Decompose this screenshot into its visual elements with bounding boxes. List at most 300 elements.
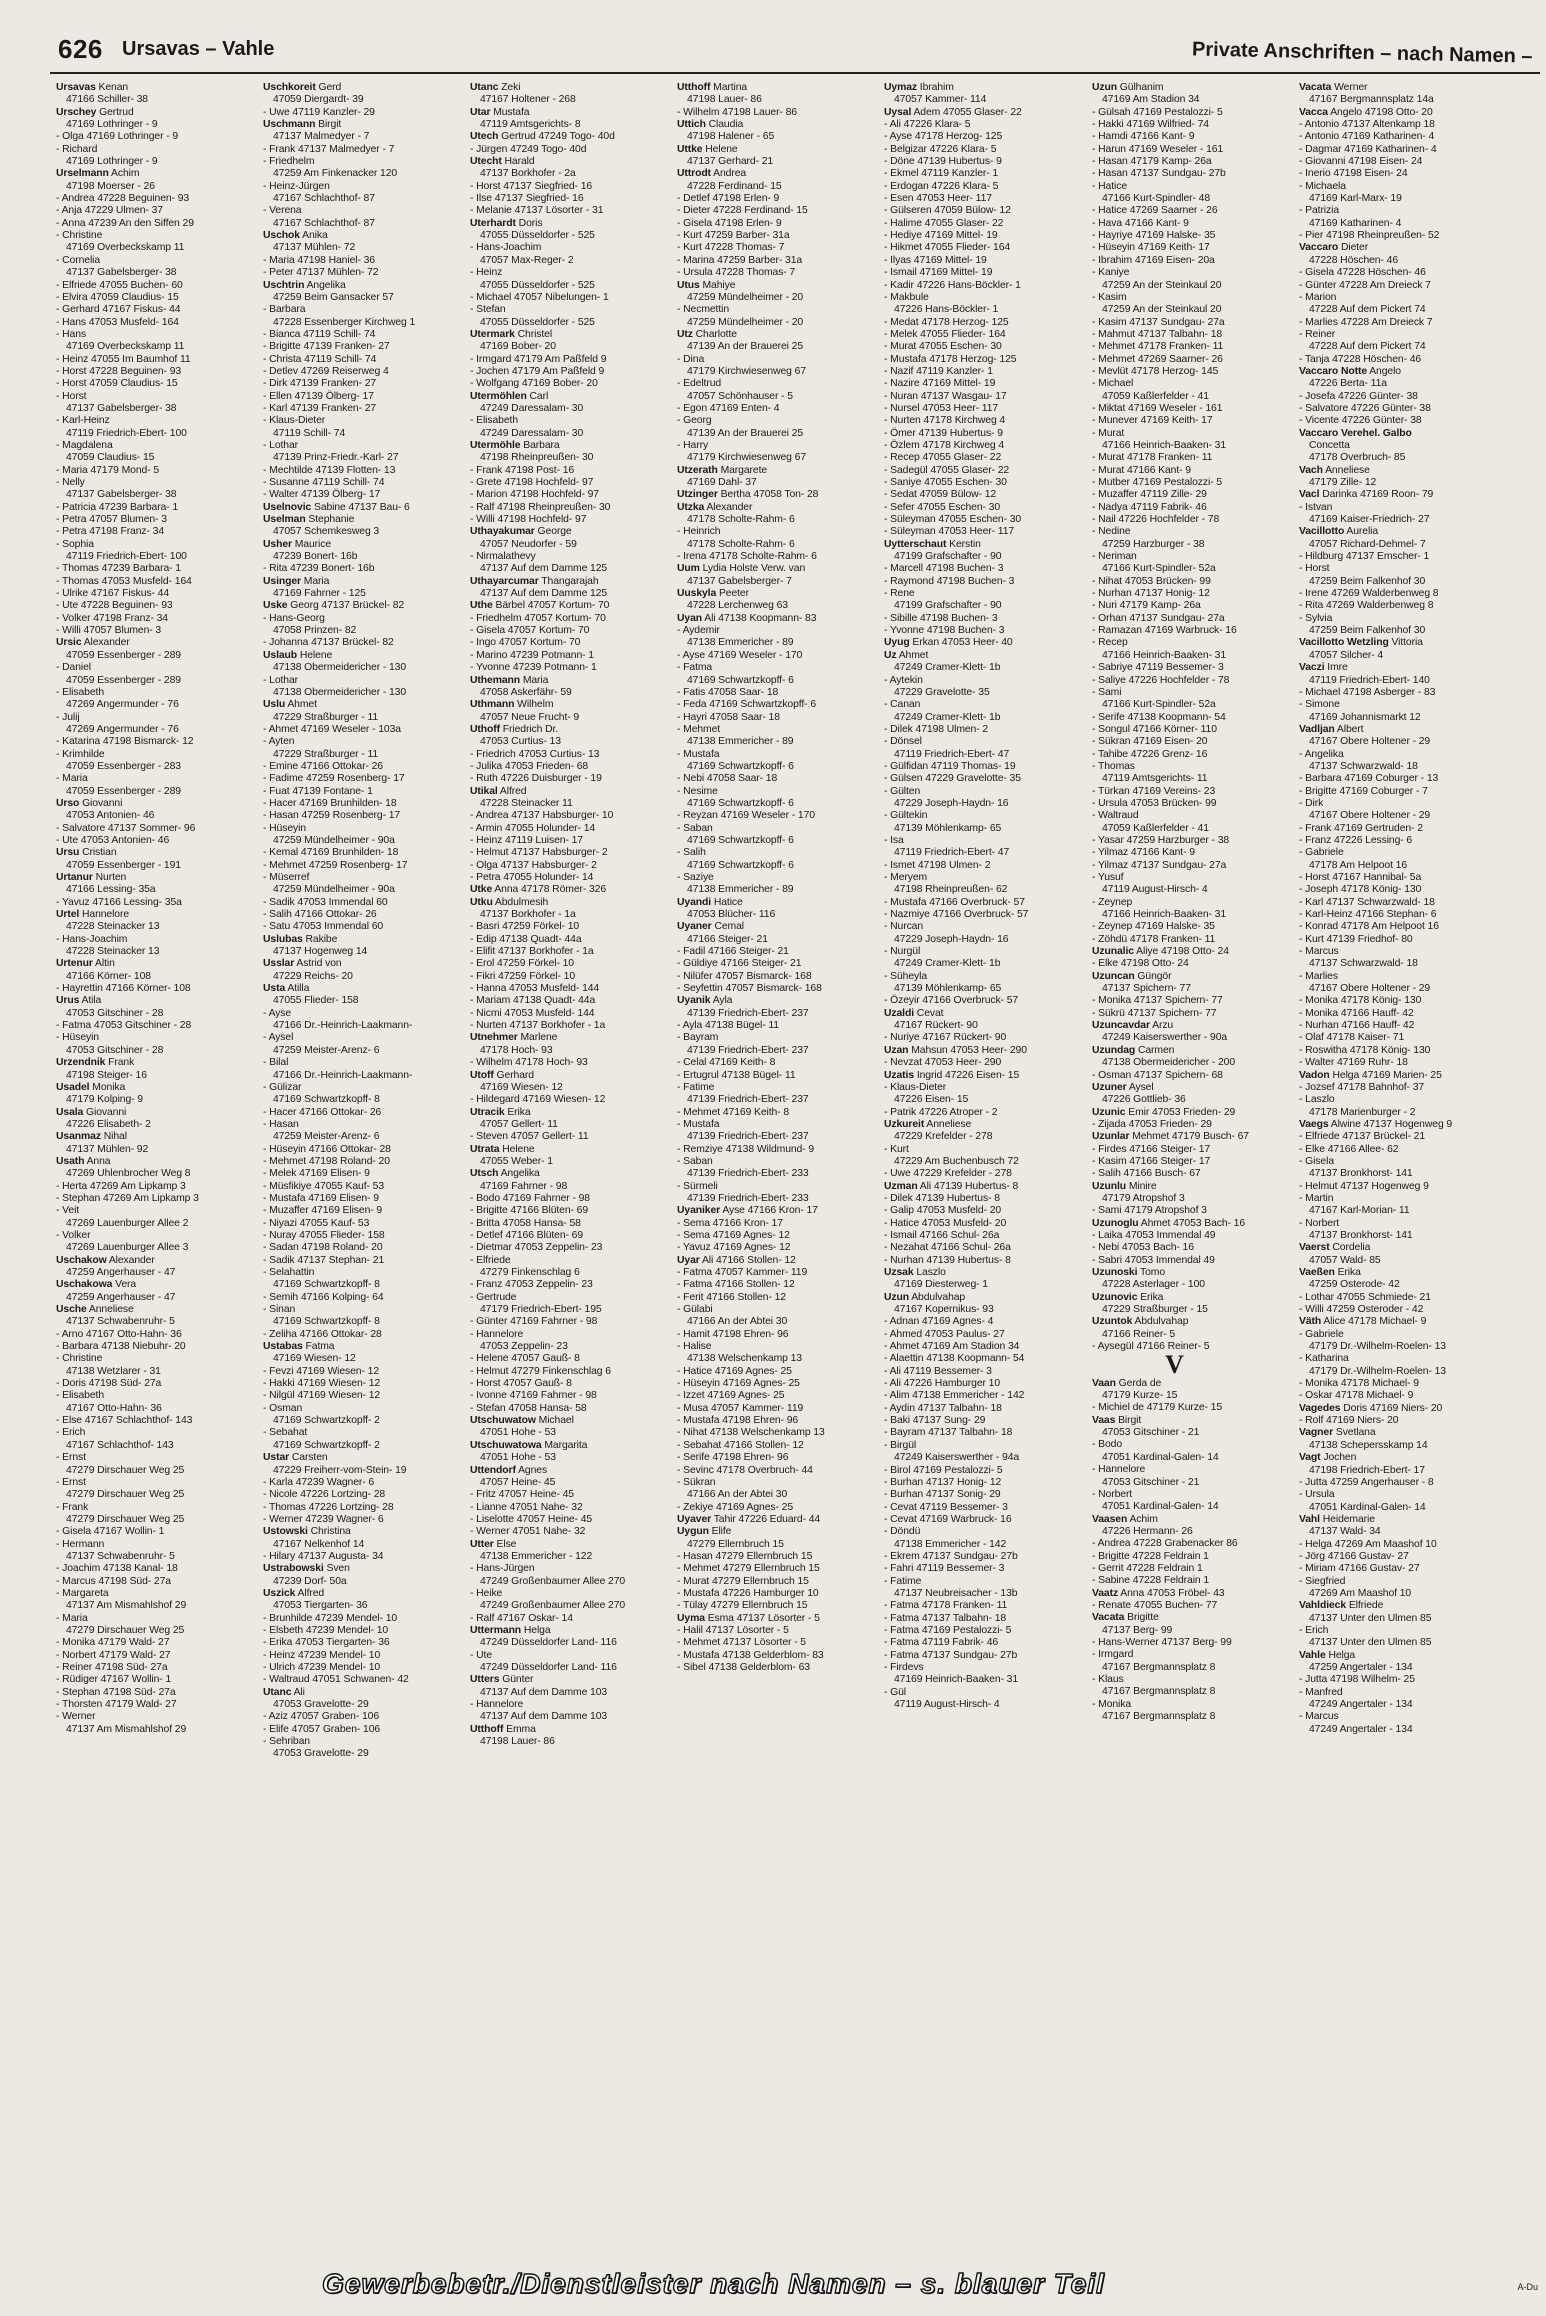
listing-entry: - Gisela	[1299, 1155, 1334, 1167]
address-line: 47137 Auf dem Damme 125	[480, 563, 608, 575]
listing-entry: - Hans-Jürgen	[470, 1563, 535, 1575]
address-line: 47058 Askerfähr- 59	[480, 686, 572, 698]
surname: Vaegs	[1299, 1118, 1329, 1130]
listing-entry: - Herta 47269 Am Lipkamp 3	[56, 1180, 186, 1192]
listing-entry: - Irmgard	[1092, 1649, 1134, 1661]
surname: Vahle	[1299, 1649, 1326, 1661]
listing-entry: - Katarina 47198 Bismarck- 12	[56, 736, 194, 748]
given-name: Ali 47139 Hubertus- 8	[919, 1180, 1019, 1192]
address-line: 47228 Asterlager - 100	[1102, 1279, 1205, 1291]
listing-entry: - Karl-Heinz	[56, 415, 110, 427]
given-name: Gerda de	[1118, 1377, 1162, 1389]
listing-entry: - Yvonne 47239 Potmann- 1	[470, 662, 597, 674]
given-name: Achim	[111, 168, 140, 180]
address-line: 47269 Angermunder - 76	[66, 723, 179, 735]
listing-entry: - Zijada 47053 Frieden- 29	[1092, 1118, 1212, 1130]
address-line: 47137 Schwabenruhr- 5	[66, 1550, 175, 1562]
surname-entry	[884, 637, 1049, 649]
listing-entry: - Willi 47057 Blumen- 3	[56, 625, 162, 637]
address-line: 47119 Schill- 74	[273, 427, 346, 439]
surname-entry	[470, 131, 635, 143]
given-name: Margarete	[720, 464, 768, 476]
listing-entry: - Horst 47228 Beguinen- 93	[56, 365, 182, 377]
surname: Vaasen	[1092, 1513, 1128, 1525]
listing-entry: - Petra 47057 Blumen- 3	[56, 514, 167, 526]
surname-entry	[677, 1205, 842, 1217]
surname: Uzaldi	[884, 1007, 914, 1019]
listing-entry: - Yilmaz 47137 Sundgau- 27a	[1092, 859, 1227, 871]
surname-entry	[677, 1514, 842, 1526]
listing-entry: - Petra 47055 Holunder- 14	[470, 872, 594, 883]
surname-entry	[1299, 637, 1464, 649]
address-line: 47137 Schwabenruhr- 5	[66, 1316, 175, 1328]
listing-entry: - Nicmi 47053 Musfeld- 144	[470, 1007, 595, 1019]
listing-entry: - Murat	[1092, 427, 1125, 439]
surname: Vaccaro	[1299, 242, 1339, 254]
surname: Uyma	[677, 1612, 705, 1624]
given-name: Alexander	[108, 1254, 155, 1266]
listing-entry: - Klaus	[1092, 1674, 1124, 1685]
surname-entry	[470, 786, 635, 798]
listing-entry: - Laszlo	[1299, 1094, 1335, 1106]
address-line: 47166 Dr.-Heinrich-Laakmann-	[273, 1069, 413, 1081]
listing-entry: - Reyzan 47169 Weseler - 170	[677, 810, 815, 822]
surname-entry	[263, 1563, 428, 1575]
page-number: 626	[58, 34, 103, 64]
listing-entry: - Hayriye 47169 Halske- 35	[1092, 230, 1216, 242]
listing-entry: - Ruth 47226 Duisburger - 19	[470, 773, 602, 785]
listing-entry: - Sebahat 47166 Stollen- 12	[677, 1439, 804, 1451]
surname-entry	[1299, 242, 1464, 254]
surname: Utsch	[470, 1168, 499, 1180]
surname-entry	[263, 230, 428, 242]
listing-entry: - Thomas 47226 Lortzing- 28	[263, 1501, 394, 1513]
address-line: 47167 Obere Holtener - 29	[1309, 983, 1431, 995]
listing-entry: - Helmut 47279 Finkenschlag 6	[470, 1365, 611, 1377]
listing-entry: - Hüseyin 47169 Agnes- 25	[677, 1378, 800, 1390]
listing-entry: - Nazif 47119 Kanzler- 1	[884, 365, 993, 377]
surname: Usanmaz	[56, 1131, 101, 1143]
given-name: Margarita	[544, 1439, 588, 1451]
listing-entry: - Erich	[56, 1427, 86, 1439]
surname-entry	[56, 1107, 221, 1119]
address-line: 47138 Emmericher - 142	[894, 1538, 1007, 1550]
surname: Uyar	[677, 1254, 700, 1266]
surname: Uyandi	[677, 896, 712, 908]
listing-entry: - Mutber 47169 Pestalozzi- 5	[1092, 477, 1223, 488]
given-name: Ali 47138 Koopmann- 83	[704, 612, 817, 624]
listing-entry: - Gülsen 47229 Gravelotte- 35	[884, 773, 1021, 785]
address-line: 47169 Lothringer - 9	[66, 156, 158, 168]
surname: Uytterschaut	[884, 538, 947, 550]
listing-entry: - Jochen 47179 Am Paßfeld 9	[470, 365, 605, 377]
listing-entry: - Hacer 47166 Ottokar- 26	[263, 1106, 382, 1118]
page-header	[0, 0, 1546, 68]
given-name: Jochen	[1323, 1452, 1357, 1464]
surname: Uzundag	[1092, 1044, 1136, 1056]
listing-entry: - Fevzi 47169 Wiesen- 12	[263, 1365, 379, 1377]
surname-entry	[263, 502, 428, 514]
surname-entry	[1299, 1514, 1464, 1526]
listing-entry: - Mehmet 47169 Keith- 8	[677, 1106, 790, 1118]
listing-entry: - Marino 47239 Potmann- 1	[470, 649, 594, 661]
address-line: 47269 Angermunder - 76	[66, 699, 179, 711]
surname-entry	[677, 1613, 842, 1625]
surname-entry	[1299, 82, 1464, 94]
address-line: 47239 Dorf- 50a	[273, 1575, 347, 1587]
surname: Utnehmer	[470, 1032, 518, 1044]
surname: Utar	[470, 106, 491, 118]
surname-entry	[263, 600, 428, 612]
given-name: Else	[496, 1538, 517, 1550]
given-name: Darinka 47169 Roon- 79	[1322, 489, 1434, 501]
address-line: 47137 Malmedyer - 7	[273, 131, 370, 143]
surname: Uslaub	[263, 649, 298, 661]
listing-entry: - Ismail 47169 Mittel- 19	[884, 267, 993, 279]
listing-entry: - Hüseyin 47169 Keith- 17	[1092, 242, 1210, 254]
listing-entry: - Aysegül 47166 Reiner- 5	[1092, 1341, 1210, 1353]
listing-entry: - Ahmet 47169 Am Stadion 34	[884, 1341, 1020, 1353]
listing-entry: - Sema 47169 Agnes- 12	[677, 1229, 790, 1241]
surname-entry	[470, 1168, 635, 1180]
listing-entry: - Belgizar 47226 Klara- 5	[884, 143, 997, 155]
given-name: Hatice	[713, 896, 743, 908]
listing-entry: - Helene 47057 Gauß- 8	[470, 1353, 580, 1365]
listing-entry: - Salih 47166 Busch- 67	[1092, 1168, 1201, 1180]
surname-entry	[677, 489, 842, 501]
surname: Utermöhlen	[470, 390, 527, 402]
address-line: 47167 Schlachthof- 87	[273, 193, 375, 205]
directory-column	[884, 82, 1049, 2260]
listing-entry: - Günter 47228 Am Dreieck 7	[1299, 279, 1431, 291]
surname: Urzendnik	[56, 1057, 106, 1069]
surname: Uzunalic	[1092, 946, 1134, 958]
address-line: 47249 Kaiserswerther - 90a	[1102, 1032, 1228, 1044]
address-line: 47057 Heine- 45	[480, 1476, 556, 1488]
listing-entry: - Marcus	[1299, 946, 1339, 958]
listing-entry: - Hans-Werner 47137 Berg- 99	[1092, 1636, 1232, 1648]
listing-entry: - Kemal 47169 Brunhilden- 18	[263, 847, 399, 859]
surname: Vadljan	[1299, 723, 1335, 735]
listing-entry: - Monika 47178 König- 130	[1299, 995, 1422, 1007]
given-name: Barbara	[523, 439, 560, 451]
listing-entry: - Mustafa 47178 Herzog- 125	[884, 353, 1017, 365]
listing-entry: - Hannelore	[470, 1328, 524, 1340]
given-name: Hannelore	[81, 909, 130, 921]
given-name: Erika	[507, 1106, 531, 1118]
listing-entry: - Elsbeth 47239 Mendel- 10	[263, 1624, 389, 1636]
given-name: Alexander	[706, 501, 753, 513]
listing-entry: - Michael	[1092, 378, 1134, 390]
address-line: 47259 Angerhauser - 47	[66, 1267, 176, 1278]
listing-entry: - Mehmet 47269 Saarner- 26	[1092, 353, 1223, 365]
listing-entry: - Serife 47198 Ehren- 96	[677, 1452, 789, 1464]
listing-entry: - Michiel de 47179 Kurze- 15	[1092, 1402, 1223, 1414]
listing-entry: - Daniel	[56, 662, 92, 674]
footer-banner: Gewerbebetr./Dienstleister nach Namen – s. blauer Teil	[322, 2268, 1105, 2299]
address-line: 47169 Schwartzkopff- 8	[273, 1316, 380, 1328]
surname: Ursavas	[56, 82, 96, 93]
listing-entry: - Ivonne 47169 Fahrner - 98	[470, 1390, 597, 1402]
listing-entry: - Elisabeth	[56, 1390, 104, 1402]
address-line: 47138 Emmericher - 89	[687, 637, 794, 649]
listing-entry: - Salih 47166 Ottokar- 26	[263, 909, 377, 921]
surname: Urselmann	[56, 168, 109, 180]
listing-entry: - Mehmet 47137 Lösorter - 5	[677, 1637, 806, 1649]
listing-entry: - Ekmel 47119 Kanzler- 1	[884, 168, 999, 180]
address-line: 47169 Schwartzkopff- 6	[687, 674, 794, 686]
listing-entry: - Sefer 47055 Eschen- 30	[884, 501, 1001, 513]
surname: Uschakow	[56, 1254, 107, 1266]
given-name: Christel	[517, 328, 553, 340]
surname: Uzunoglu	[1092, 1217, 1139, 1229]
address-line: 47259 Harzburger - 38	[1102, 538, 1205, 550]
address-line: 47057 Schönhauser - 5	[687, 390, 793, 402]
address-line: 47199 Grafschafter - 90	[894, 600, 1002, 612]
surname: Utracik	[470, 1106, 505, 1118]
listing-entry: - Michael 47057 Nibelungen- 1	[470, 291, 609, 303]
given-name: Carmen	[1137, 1044, 1175, 1056]
address-line: 47051 Kardinal-Galen- 14	[1102, 1501, 1219, 1513]
listing-entry: - Nurhan 47139 Hubertus- 8	[884, 1254, 1011, 1266]
listing-entry: - Rolf 47169 Niers- 20	[1299, 1415, 1399, 1427]
given-name: Sabine 47137 Bau- 6	[313, 501, 410, 513]
listing-entry: - Norbert 47179 Wald- 27	[56, 1649, 171, 1661]
given-name: Ayse 47166 Kron- 17	[722, 1205, 818, 1217]
surname: Utschuwatow	[470, 1415, 536, 1427]
address-line: 47119 Friedrich-Ebert- 47	[894, 847, 1010, 859]
given-name: Cevat	[916, 1007, 944, 1019]
surname: Uyanik	[677, 995, 711, 1007]
address-line: 47259 Meister-Arenz- 6	[273, 1044, 380, 1056]
listing-entry: - Reiner 47198 Süd- 27a	[56, 1662, 168, 1673]
given-name: Ayla	[712, 995, 733, 1007]
address-line: 47139 Friedrich-Ebert- 233	[687, 1192, 809, 1204]
surname: Väth	[1299, 1316, 1322, 1328]
listing-entry: - Hans-Georg	[263, 612, 325, 624]
given-name: Anneliese	[1325, 464, 1370, 476]
address-line: 47119 Friedrich-Ebert- 47	[894, 748, 1010, 760]
address-line: 47249 Angertaler - 134	[1309, 1699, 1413, 1711]
address-line: 47198 Lauer- 86	[480, 1736, 555, 1748]
listing-entry: - Irmgard 47179 Am Paßfeld 9	[470, 353, 607, 365]
listing-entry: - Ayla 47138 Bügel- 11	[677, 1020, 779, 1032]
listing-entry: - Bayram	[677, 1032, 719, 1044]
listing-entry: - Burhan 47137 Sonig- 29	[884, 1489, 1001, 1501]
address-line: 47249 Großenbaumer Allee 270	[480, 1575, 626, 1587]
surname: Utzka	[677, 501, 705, 513]
given-name: Agnes	[518, 1464, 548, 1476]
listing-entry: - Egon 47169 Enten- 4	[677, 402, 780, 414]
surname-entry	[263, 119, 428, 131]
given-name: Ali 47166 Stollen- 12	[701, 1254, 796, 1266]
surname-entry	[470, 897, 635, 909]
surname-entry	[677, 1255, 842, 1267]
surname-entry	[56, 1057, 221, 1069]
listing-entry: - Karla 47239 Wagner- 6	[263, 1476, 375, 1488]
surname-entry	[1092, 1378, 1257, 1390]
address-line: 47226 Berta- 11a	[1309, 378, 1387, 390]
surname: Ursic	[56, 637, 82, 649]
given-name: Doris 47169 Niers- 20	[1343, 1402, 1443, 1414]
surname: Ustar	[263, 1452, 290, 1464]
address-line: 47137 Auf dem Damme 103	[480, 1686, 608, 1698]
address-line: 47259 Beim Falkenhof 30	[1309, 575, 1426, 587]
address-line: 47138 Emmericher - 89	[687, 884, 794, 896]
surname-entry	[263, 650, 428, 662]
address-line: 47169 Fahrner - 125	[273, 588, 366, 600]
surname: Uzatis	[884, 1069, 915, 1081]
listing-entry: - Ali 47226 Klara- 5	[884, 119, 971, 131]
address-line: 47229 Reichs- 20	[273, 970, 353, 982]
surname: Vaatz	[1092, 1587, 1119, 1599]
surname-entry	[56, 909, 221, 921]
surname-entry	[1092, 1612, 1257, 1624]
listing-entry: - Hayrettin 47166 Körner- 108	[56, 983, 191, 995]
listing-entry: - Lothar	[263, 674, 299, 686]
listing-entry: - Marion	[1299, 291, 1337, 303]
directory-column	[470, 82, 635, 2260]
listing-entry: - Salih	[677, 847, 706, 859]
listing-entry: - Marcus	[1299, 1711, 1339, 1723]
listing-entry: - Simone	[1299, 699, 1340, 711]
surname: Uthe	[470, 600, 493, 612]
listing-entry: - Antonio 47169 Katharinen- 4	[1299, 131, 1435, 143]
listing-entry: - Recep	[1092, 637, 1128, 649]
listing-entry: - Yavuz 47166 Lessing- 35a	[56, 896, 182, 908]
surname: Utke	[470, 884, 493, 896]
listing-entry: - Karl-Heinz 47166 Stephan- 6	[1299, 909, 1437, 921]
surname-entry	[56, 1131, 221, 1143]
listing-entry: - Nurhan 47166 Hauff- 42	[1299, 1020, 1415, 1032]
address-line: 47167 Bergmannsplatz 8	[1102, 1686, 1216, 1698]
listing-entry: - Richard	[56, 143, 98, 155]
listing-entry: - Aytekin	[884, 674, 923, 686]
listing-entry: - Barbara	[263, 304, 306, 316]
surname-entry	[470, 440, 635, 452]
address-line: 47119 Amtsgerichts- 11	[1102, 773, 1208, 785]
listing-entry: - Angelika	[1299, 748, 1344, 760]
given-name: Helga	[523, 1624, 551, 1636]
surname: Usala	[56, 1106, 84, 1118]
listing-entry: - Özeyir 47166 Overbruck- 57	[884, 995, 1019, 1007]
surname: Usath	[56, 1155, 85, 1167]
listing-entry: - Susanne 47119 Schill- 74	[263, 477, 385, 488]
listing-entry: - Olaf 47178 Kaiser- 71	[1299, 1032, 1405, 1044]
surname-entry	[263, 1588, 428, 1600]
surname: Uzsak	[884, 1267, 914, 1278]
address-line: 47269 Lauenburger Allee 3	[66, 1242, 189, 1254]
address-line: 47055 Flieder- 158	[273, 995, 359, 1007]
address-line: 47229 Am Buchenbusch 72	[894, 1155, 1019, 1167]
surname-entry	[1092, 1131, 1257, 1143]
address-line: 47179 Kurze- 15	[1102, 1390, 1178, 1402]
listing-entry: - Maria	[56, 773, 88, 785]
listing-entry: - Ertugrul 47138 Bügel- 11	[677, 1069, 796, 1081]
listing-entry: - Hikmet 47055 Flieder- 164	[884, 242, 1011, 254]
address-line: 47249 Cramer-Klett- 1b	[894, 958, 1001, 970]
surname-entry	[56, 168, 221, 180]
address-line: 47167 Bergmannsplatz 8	[1102, 1661, 1216, 1673]
address-line: 47119 August-Hirsch- 4	[1102, 884, 1208, 896]
listing-entry: - Mehmet 47198 Roland- 20	[263, 1155, 390, 1167]
listing-entry: - Klaus-Dieter	[884, 1081, 947, 1093]
listing-entry: - Frank 47137 Malmedyer - 7	[263, 143, 395, 155]
listing-entry: - Hans	[56, 328, 87, 340]
listing-entry: - Nuran 47137 Wasgau- 17	[884, 390, 1007, 402]
listing-entry: - Alim 47138 Emmericher - 142	[884, 1390, 1025, 1402]
listing-entry: - Rüdiger 47167 Wollin- 1	[56, 1674, 172, 1686]
listing-entry: - Hannelore	[470, 1699, 524, 1711]
surname-entry	[56, 1082, 221, 1094]
address-line: 47053 Blücher- 116	[687, 909, 776, 921]
surname: Uzman	[884, 1180, 918, 1192]
listing-entry: - Ömer 47139 Hubertus- 9	[884, 427, 1003, 439]
given-name: Carl	[529, 390, 549, 402]
listing-entry: - Canan	[884, 699, 921, 711]
listing-entry: - Rita 47269 Walderbenweg 8	[1299, 600, 1434, 612]
listing-entry: - Sadik 47053 Immendal 60	[263, 896, 388, 908]
listing-entry: - Süheyla	[884, 970, 927, 982]
listing-entry: - Barbara 47169 Coburger - 13	[1299, 773, 1439, 785]
surname-entry	[1092, 1316, 1257, 1328]
listing-entry: - Hatice	[1092, 180, 1127, 192]
listing-entry: - Gisela 47198 Erlen- 9	[677, 217, 782, 229]
address-line: 47259 Meister-Arenz- 6	[273, 1131, 380, 1143]
surname: Utzerath	[677, 464, 718, 476]
listing-entry: - Nilüfer 47057 Bismarck- 168	[677, 970, 812, 982]
surname: Utermöhle	[470, 439, 521, 451]
listing-entry: - Verena	[263, 205, 302, 217]
listing-entry: - Harry	[677, 439, 709, 451]
listing-entry: - Ilse 47137 Siegfried- 16	[470, 193, 584, 205]
listing-entry: - Kasim 47166 Steiger- 17	[1092, 1155, 1211, 1167]
listing-entry: - Emine 47166 Ottokar- 26	[263, 760, 383, 772]
surname: Vahl	[1299, 1513, 1320, 1525]
listing-entry: - Mustafa	[677, 1118, 720, 1130]
address-line: 47138 Wetzlarer - 31	[66, 1365, 161, 1377]
listing-entry: - Thorsten 47179 Wald- 27	[56, 1699, 177, 1711]
address-line: 47169 Schwartzkopff- 2	[273, 1439, 380, 1451]
listing-entry: - Lianne 47051 Nahe- 32	[470, 1501, 583, 1513]
surname: Usche	[56, 1304, 87, 1316]
listing-entry: - Mustafa 47138 Gelderblom- 83	[677, 1649, 824, 1661]
given-name: Nihal	[103, 1131, 127, 1143]
given-name: Tahir 47226 Eduard- 44	[713, 1513, 821, 1525]
listing-entry: - Anna 47239 An den Siffen 29	[56, 217, 194, 229]
address-line: 47057 Max-Reger- 2	[480, 254, 574, 266]
listing-entry: - Aziz 47057 Graben- 106	[263, 1711, 380, 1723]
surname: Vacata	[1299, 82, 1332, 93]
listing-entry: - Özlem 47178 Kirchweg 4	[884, 439, 1005, 451]
address-line: 47138 Obermeidericher - 200	[1102, 1057, 1236, 1069]
listing-entry: - Hayri 47058 Saar- 18	[677, 711, 780, 723]
address-line: 47169 Schwartzkopff- 6	[687, 834, 794, 846]
surname-entry	[1299, 1242, 1464, 1254]
address-line: 47055 Weber- 1	[480, 1155, 553, 1167]
listing-entry: - Friedhelm	[263, 156, 315, 168]
address-line: 47169 Bober- 20	[480, 341, 556, 353]
listing-entry: - Waltraud 47051 Schwanen- 42	[263, 1674, 409, 1686]
given-name: Elfriede	[1348, 1600, 1384, 1612]
address-line: 47139 Prinz-Friedr.-Karl- 27	[273, 452, 399, 464]
surname: Vaczi	[1299, 662, 1325, 674]
listing-entry: - Ayse 47178 Herzog- 125	[884, 131, 1003, 143]
surname-entry	[56, 82, 221, 94]
listing-entry: - Tahibe 47226 Grenz- 16	[1092, 748, 1208, 760]
listing-entry: - Mevlüt 47178 Herzog- 145	[1092, 365, 1219, 377]
listing-entry: - Fatma 47057 Kammer- 119	[677, 1267, 808, 1278]
